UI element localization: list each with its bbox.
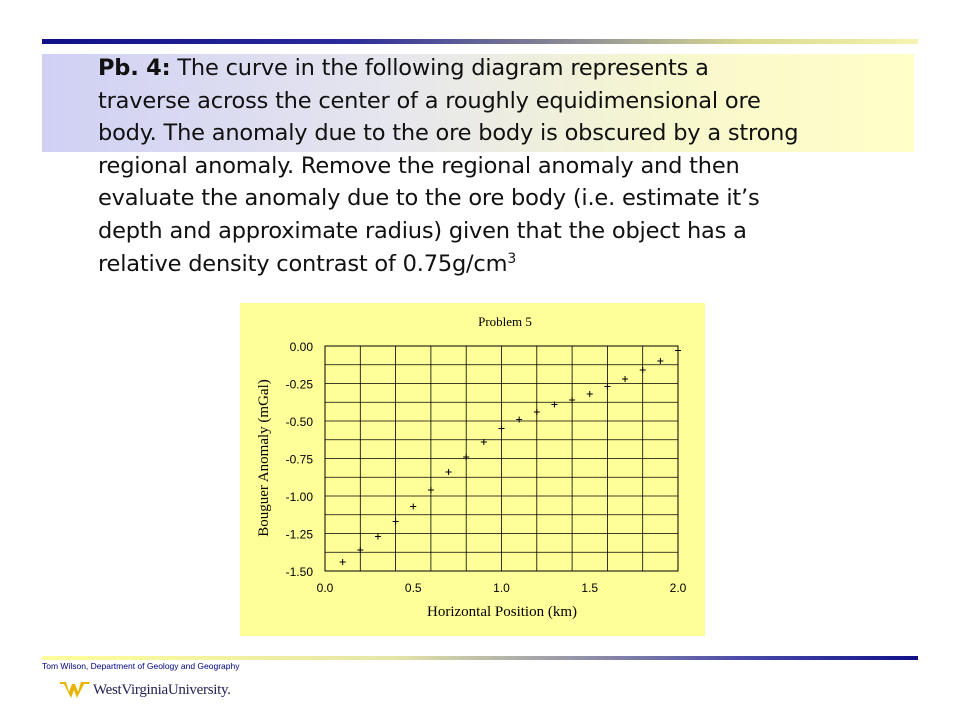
y-tick-label: -1.50 bbox=[285, 565, 313, 579]
problem-line-2: traverse across the center of a roughly equidimensional ore bbox=[98, 87, 761, 114]
data-points bbox=[340, 348, 681, 566]
data-point bbox=[375, 534, 381, 540]
bottom-divider-bar bbox=[42, 656, 918, 660]
cubed-superscript: 3 bbox=[507, 250, 517, 267]
problem-line-6: depth and approximate radius) given that the object has a bbox=[98, 217, 747, 244]
data-point bbox=[675, 348, 681, 354]
axis-tick-labels bbox=[286, 340, 687, 595]
x-axis-label: Horizontal Position (km) bbox=[427, 604, 577, 620]
data-point bbox=[393, 519, 399, 525]
y-tick-label: 0.00 bbox=[289, 340, 313, 354]
x-tick-label: 0.5 bbox=[404, 581, 422, 595]
x-tick-label: 0.0 bbox=[316, 581, 334, 595]
x-tick-label: 1.0 bbox=[493, 581, 510, 595]
x-tick-label: 2.0 bbox=[669, 581, 687, 595]
flying-wv-icon bbox=[60, 680, 90, 700]
y-tick-label: -1.25 bbox=[285, 527, 313, 542]
data-point bbox=[446, 469, 452, 475]
data-point bbox=[516, 417, 522, 423]
data-point bbox=[587, 391, 593, 397]
top-divider-bar bbox=[42, 39, 918, 44]
problem-line-5: evaluate the anomaly due to the ore body (i.e. estimate it’s bbox=[98, 185, 760, 212]
footer-credit: Tom Wilson, Department of Geology and Geography bbox=[42, 661, 240, 671]
y-tick-label: -0.25 bbox=[285, 377, 313, 392]
problem-line-7 bbox=[98, 248, 898, 281]
data-point bbox=[622, 376, 628, 382]
problem-line-1 bbox=[98, 52, 898, 85]
data-point bbox=[657, 358, 663, 364]
data-point bbox=[604, 384, 610, 390]
data-point bbox=[640, 367, 646, 373]
university-wordmark: WestVirginiaUniversity. bbox=[93, 681, 231, 698]
data-point bbox=[499, 426, 505, 432]
data-point bbox=[428, 487, 434, 493]
data-point bbox=[534, 409, 540, 415]
y-tick-label: -0.75 bbox=[285, 452, 313, 467]
y-tick-label: -1.00 bbox=[285, 490, 313, 504]
x-tick-label: 1.5 bbox=[581, 581, 599, 595]
problem-line-7-text: relative density contrast of 0.75g/cm bbox=[98, 250, 508, 277]
problem-line-1-text: The curve in the following diagram represents a bbox=[170, 55, 709, 81]
data-point bbox=[340, 559, 346, 565]
problem-line-3: body. The anomaly due to the ore body is obscured by a strong bbox=[98, 120, 799, 147]
y-tick-label: -0.50 bbox=[285, 415, 313, 429]
bouguer-anomaly-chart bbox=[240, 303, 705, 636]
data-point bbox=[463, 454, 469, 460]
problem-label: Pb. 4: bbox=[98, 55, 171, 81]
problem-statement bbox=[98, 52, 898, 280]
problem-line-4: regional anomaly. Remove the regional anomaly and then bbox=[98, 152, 740, 179]
y-axis-label: Bouguer Anomaly (mGal) bbox=[256, 379, 272, 537]
chart-panel bbox=[240, 303, 705, 636]
wvu-logo bbox=[60, 680, 231, 700]
chart-title: Problem 5 bbox=[478, 314, 532, 329]
data-point bbox=[410, 504, 416, 510]
